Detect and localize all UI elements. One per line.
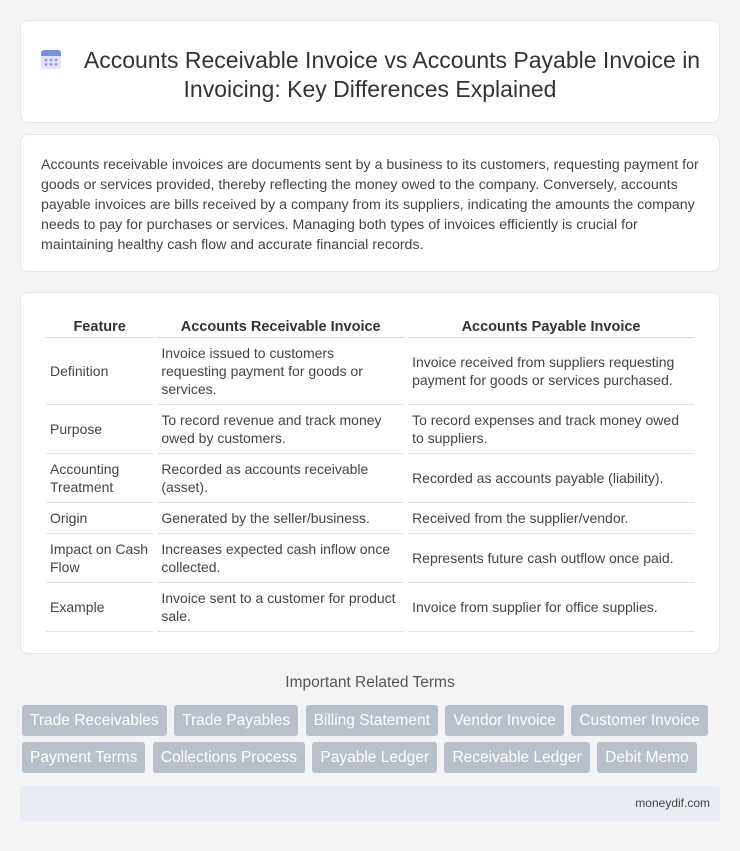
row-receivable: Invoice issued to customers requesting payment for goods or services. xyxy=(157,338,404,405)
tag-trade-receivables[interactable]: Trade Receivables xyxy=(22,705,167,736)
table-row xyxy=(46,454,694,503)
table-row xyxy=(46,534,694,583)
related-terms-list xyxy=(22,705,722,779)
tag-payable-ledger[interactable]: Payable Ledger xyxy=(312,742,437,773)
page-title xyxy=(21,46,719,104)
table-row xyxy=(46,503,694,534)
intro-paragraph: Accounts receivable invoices are documents sent by a business to its customers, requesting payment for goods or services provided, thereby reflecting the money owed to the company. Conversely, accounts payable invoices are bills received by a company from its suppliers, indicating the amounts the company needs to pay for purchases or services. Managing both types of invoices efficiently is crucial for maintaining healthy cash flow and accurate financial records. xyxy=(41,157,699,253)
tag-customer-invoice[interactable]: Customer Invoice xyxy=(571,705,708,736)
intro-card xyxy=(20,134,720,272)
calendar-icon xyxy=(40,48,62,70)
row-feature: Origin xyxy=(46,503,153,534)
row-receivable: Increases expected cash inflow once collected. xyxy=(157,534,404,583)
tag-billing-statement[interactable]: Billing Statement xyxy=(306,705,438,736)
row-feature: Example xyxy=(46,583,153,632)
row-receivable: Invoice sent to a customer for product sale. xyxy=(157,583,404,632)
table-row xyxy=(46,338,694,405)
row-feature: Purpose xyxy=(46,405,153,454)
row-feature: Accounting Treatment xyxy=(46,454,153,503)
table-row xyxy=(46,405,694,454)
row-receivable: Recorded as accounts receivable (asset). xyxy=(157,454,404,503)
row-payable: Invoice received from suppliers requesting payment for goods or services purchased. xyxy=(408,338,694,405)
row-feature: Impact on Cash Flow xyxy=(46,534,153,583)
footer-bar xyxy=(20,786,720,821)
tag-vendor-invoice[interactable]: Vendor Invoice xyxy=(445,705,564,736)
page-title-text: Accounts Receivable Invoice vs Accounts Payable Invoice in Invoicing: Key Differences Explained xyxy=(83,47,701,102)
row-payable: Recorded as accounts payable (liability). xyxy=(408,454,694,503)
row-payable: To record expenses and track money owed to suppliers. xyxy=(408,405,694,454)
row-payable: Received from the supplier/vendor. xyxy=(408,503,694,534)
row-payable: Invoice from supplier for office supplies. xyxy=(408,583,694,632)
comparison-card xyxy=(20,292,720,654)
header-feature: Feature xyxy=(46,316,153,338)
header-receivable: Accounts Receivable Invoice xyxy=(157,316,404,338)
tag-payment-terms[interactable]: Payment Terms xyxy=(22,742,145,773)
tag-trade-payables[interactable]: Trade Payables xyxy=(174,705,298,736)
footer-site-link[interactable]: moneydif.com xyxy=(635,796,710,810)
row-receivable: To record revenue and track money owed by customers. xyxy=(157,405,404,454)
tag-debit-memo[interactable]: Debit Memo xyxy=(597,742,697,773)
comparison-table xyxy=(42,316,698,632)
row-payable: Represents future cash outflow once paid. xyxy=(408,534,694,583)
tag-receivable-ledger[interactable]: Receivable Ledger xyxy=(444,742,589,773)
header-payable: Accounts Payable Invoice xyxy=(408,316,694,338)
row-receivable: Generated by the seller/business. xyxy=(157,503,404,534)
table-header-row xyxy=(46,316,694,338)
title-card xyxy=(20,20,720,123)
row-feature: Definition xyxy=(46,338,153,405)
related-terms-heading: Important Related Terms xyxy=(285,674,455,691)
tag-collections-process[interactable]: Collections Process xyxy=(153,742,305,773)
table-row xyxy=(46,583,694,632)
